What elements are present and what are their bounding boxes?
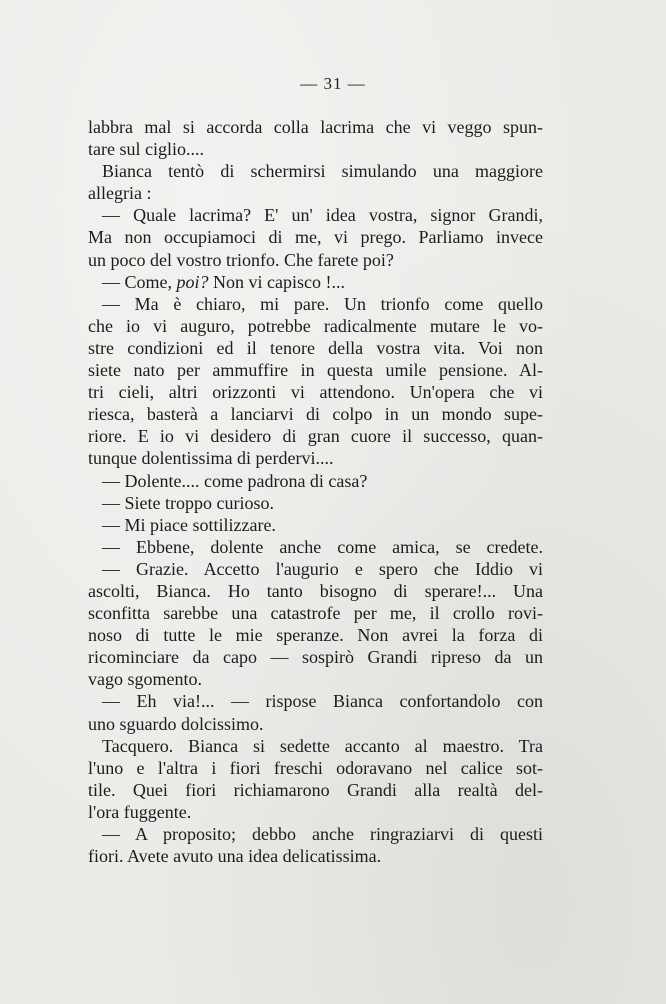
text-line: Tacquero. Bianca si sedette accanto al maestro. Tra bbox=[102, 735, 543, 756]
text-segment: Non vi capisco !... bbox=[208, 271, 345, 292]
text-line: — Siete troppo curioso. bbox=[102, 492, 274, 513]
text-line: — Eh via!... — rispose Bianca confortandolo con bbox=[102, 691, 543, 712]
text-line: tile. Quei fiori richiamarono Grandi alla realtà del- bbox=[88, 779, 543, 800]
text-line: — A proposito; debbo anche ringraziarvi di questi bbox=[102, 824, 543, 844]
text-line: vago sgomento. bbox=[88, 669, 202, 690]
text-line: stre condizioni ed il tenore della vostra vita. Voi non bbox=[88, 337, 543, 358]
text-line: allegria : bbox=[88, 183, 152, 204]
text-line: Ma non occupiamoci di me, vi prego. Parliamo invece bbox=[88, 227, 543, 248]
text-line: — Mi piace sottilizzare. bbox=[102, 514, 276, 535]
text-line: — Grazie. Accetto l'augurio e spero che Iddio vi bbox=[102, 558, 543, 579]
text-line: l'uno e l'altra i fiori freschi odoravano nel calice sot- bbox=[88, 757, 543, 778]
text-line: ricominciare da capo — sospirò Grandi ripreso da un bbox=[88, 647, 543, 668]
text-line: ascolti, Bianca. Ho tanto bisogno di sperare!... Una bbox=[88, 580, 543, 601]
text-line: sconfitta sarebbe una catastrofe per me, il crollo rovi- bbox=[88, 603, 543, 624]
text-line: l'ora fuggente. bbox=[88, 801, 192, 822]
text-line: uno sguardo dolcissimo. bbox=[88, 713, 264, 734]
text-segment: — Come, bbox=[102, 271, 177, 292]
text-line: che io vi auguro, potrebbe radicalmente mutare le vo- bbox=[88, 315, 543, 336]
body-text bbox=[88, 116, 543, 867]
text-line: — Ma è chiaro, mi pare. Un trionfo come quello bbox=[102, 293, 543, 314]
text-line: tare sul ciglio.... bbox=[88, 139, 204, 160]
page-number: — 31 — bbox=[300, 74, 366, 93]
italic-word: poi? bbox=[176, 271, 209, 292]
text-line: — Quale lacrima? E' un' idea vostra, signor Grandi, bbox=[102, 205, 543, 226]
text-line: labbra mal si accorda colla lacrima che vi veggo spun- bbox=[88, 117, 543, 137]
text-line: riesca, basterà a lanciarvi di colpo in un mondo supe- bbox=[88, 404, 543, 425]
text-line: un poco del vostro trionfo. Che farete poi? bbox=[88, 249, 394, 270]
text-line: tunque dolentissima di perdervi.... bbox=[88, 448, 334, 469]
text-line: tri cieli, altri orizzonti vi attendono. Un'opera che vi bbox=[88, 382, 543, 403]
text-line: fiori. Avete avuto una idea delicatissima. bbox=[88, 846, 382, 867]
text-line: riore. E io vi desidero di gran cuore il successo, quan- bbox=[88, 426, 543, 447]
text-line bbox=[88, 271, 543, 293]
text-line: — Dolente.... come padrona di casa? bbox=[102, 470, 368, 491]
text-line: — Ebbene, dolente anche come amica, se credete. bbox=[102, 536, 543, 557]
text-line: noso di tutte le mie speranze. Non avrei la forza di bbox=[88, 625, 543, 646]
text-line: siete nato per ammuffire in questa umile pensione. Al- bbox=[88, 360, 543, 381]
text-line: Bianca tentò di schermirsi simulando una maggiore bbox=[102, 161, 543, 182]
